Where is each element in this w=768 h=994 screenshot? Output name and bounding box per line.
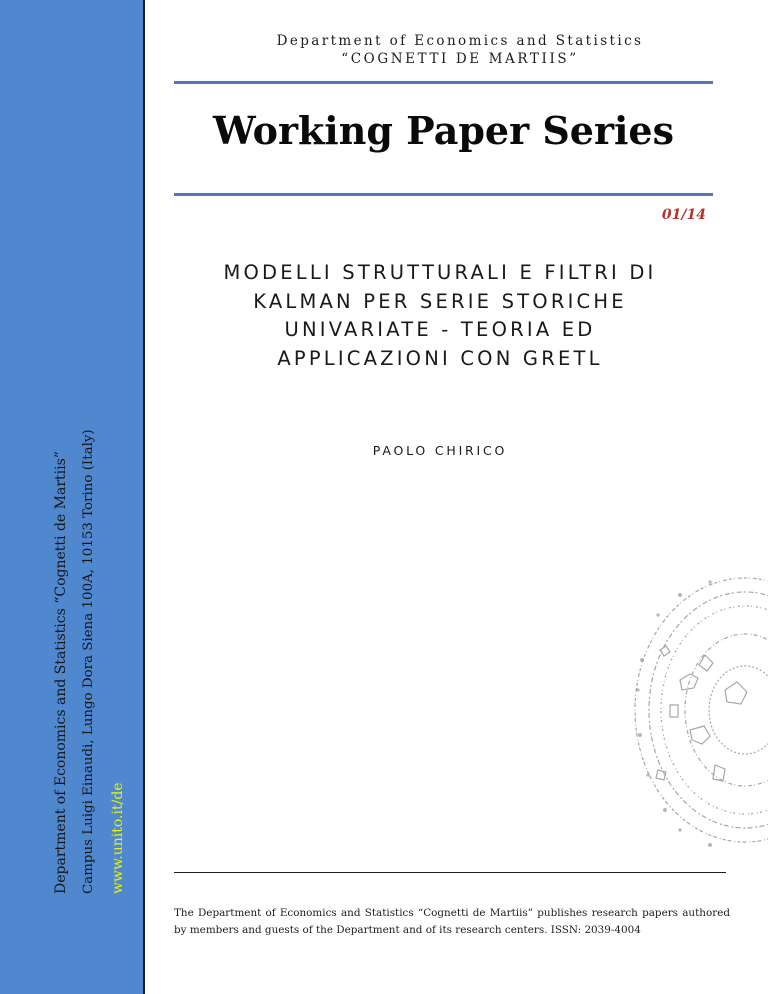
paper-title [160,259,720,373]
paper-title-line: KALMAN PER SERIE STORICHE [253,289,627,313]
sidebar-department-text: Department of Economics and Statistics “Cognetti de Martiis” [53,451,69,894]
paper-title-line: UNIVARIATE - TEORIA ED [284,318,596,341]
footer-description: The Department of Economics and Statistics “Cognetti de Martiis” publishes research papers authored by members and guests of the Department and of its research centers. ISSN: 2039-4004 [174,907,730,936]
university-seal-watermark [530,560,768,860]
author-name: PAOLO CHIRICO [372,443,508,458]
sidebar-band [0,0,145,994]
department-name: Department of Economics and Statistics [276,33,644,49]
paper-number: 01/14 [661,207,706,223]
header-rule-bottom [174,193,713,196]
sidebar-website-link[interactable]: www.unito.it/de [110,782,126,894]
series-title: Working Paper Series [213,108,674,153]
paper-title-line: APPLICAZIONI CON GRETL [277,346,603,370]
header-rule-top [174,81,713,84]
department-subtitle: “COGNETTI DE MARTIIS” [341,51,579,67]
sidebar-address-text: Campus Luigi Einaudi, Lungo Dora Siena 100A, 10153 Torino (Italy) [81,429,96,894]
paper-title-line: MODELLI STRUTTURALI E FILTRI DI [223,261,657,284]
footer-rule [174,872,726,873]
